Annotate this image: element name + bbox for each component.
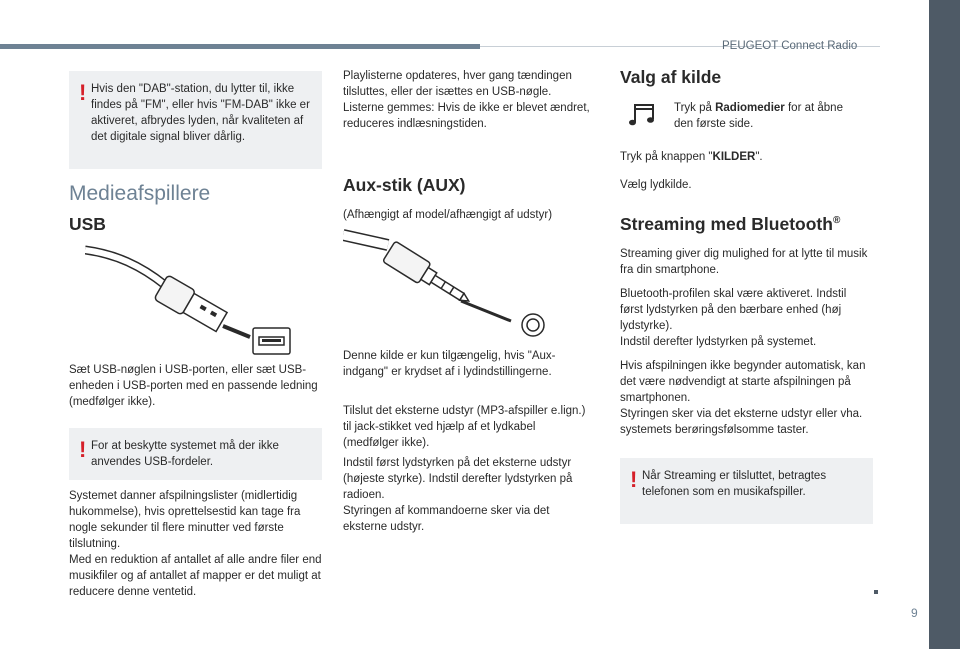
source-choose-text: Vælg lydkilde. <box>620 179 692 191</box>
notice-usb <box>69 428 322 480</box>
section-title: Medieafspillere <box>69 182 211 205</box>
side-tab <box>929 0 960 649</box>
usb-text: Sæt USB-nøglen i USB-porten, eller sæt USB-enheden i USB-porten med en passende ledning (medfølger ikke). <box>69 364 318 408</box>
aux-text-3b: Styringen af kommandoerne sker via det eksterne udstyr. <box>343 505 550 533</box>
aux-text-3a: Indstil først lydstyrken på det eksterne udstyr (højeste styrke). Indstil derefter lydstyrken på radioen. <box>343 457 573 501</box>
usb-title: USB <box>69 214 106 234</box>
music-note-icon <box>628 102 658 128</box>
aux-text-2: Tilslut det eksterne udstyr (MP3-afspiller e.lign.) til jack-stikket ved hjælp af et lydkabel (medfølger ikke). <box>343 405 586 449</box>
jack-plug-icon <box>343 225 553 340</box>
notice-bt-text: Når Streaming er tilsluttet, betragtes telefonen som en musikafspiller. <box>642 470 827 498</box>
aux-title: Aux-stik (AUX) <box>343 175 466 195</box>
page-number: 9 <box>911 606 918 620</box>
aux-note: (Afhængigt af model/afhængigt af udstyr) <box>343 209 553 221</box>
bt-text-1: Streaming giver dig mulighed for at lytte til musik fra din smartphone. <box>620 248 868 276</box>
bt-text-3b: Styringen sker via det eksterne udstyr eller vha. systemets berøringsfølsomme taster. <box>620 408 863 436</box>
continuation-marker <box>874 590 878 594</box>
radiomedier-label: Radiomedier <box>715 102 785 114</box>
playlist-text-1: Systemet danner afspilningslister (midlertidig hukommelse), hvis oprettelsestid kan tage fra nogle sekunder til flere minutter ved første tilslutning. <box>69 490 301 550</box>
warning-icon: ! <box>79 80 87 105</box>
bt-text-2a: Bluetooth-profilen skal være aktiveret. Indstil først lydstyrken på den bærbare enhed (høj lydstyrke). <box>620 288 847 332</box>
header-bar <box>0 44 480 49</box>
warning-icon: ! <box>79 437 87 462</box>
bt-text-2b: Indstil derefter lydstyrken på systemet. <box>620 336 817 348</box>
source-icon-text: Tryk på Radiomedier for at åbne den første side. <box>674 102 843 130</box>
warning-icon: ! <box>630 467 638 492</box>
notice-dab-text: Hvis den "DAB"-station, du lytter til, ikke findes på "FM", eller hvis "FM-DAB" ikke er aktiveret, afbrydes lyden, når kvaliteten af det digitale signal bliver dårlig. <box>91 83 310 143</box>
source-button-text: Tryk på knappen "KILDER". <box>620 151 763 163</box>
playlist-text-2: Med en reduktion af antallet af alle andre filer end musikfiler og af antallet af mapper er det muligt at reducere denne ventetid. <box>69 554 322 598</box>
bluetooth-title: Streaming med Bluetooth® <box>620 214 841 234</box>
source-title: Valg af kilde <box>620 67 722 87</box>
notice-dab <box>69 71 322 169</box>
notice-usb-text: For at beskytte systemet må der ikke anvendes USB-fordeler. <box>91 440 279 468</box>
bt-text-3a: Hvis afspilningen ikke begynder automatisk, kan det være nødvendigt at starte afspilningen på smartphonen. <box>620 360 866 404</box>
header-title: PEUGEOT Connect Radio <box>722 40 858 52</box>
playlist-update-text: Playlisterne opdateres, hver gang tændingen tilsluttes, eller der isættes en USB-nøgle. Listerne gemmes: Hvis de ikke er blevet ændret, reduceres indlæsningstiden. <box>343 70 590 130</box>
aux-text-1: Denne kilde er kun tilgængelig, hvis "Aux-indgang" er krydset af i lydindstillingerne. <box>343 350 556 378</box>
notice-bt <box>620 458 873 524</box>
usb-plug-icon <box>85 240 295 360</box>
kilder-label: KILDER <box>712 151 756 163</box>
